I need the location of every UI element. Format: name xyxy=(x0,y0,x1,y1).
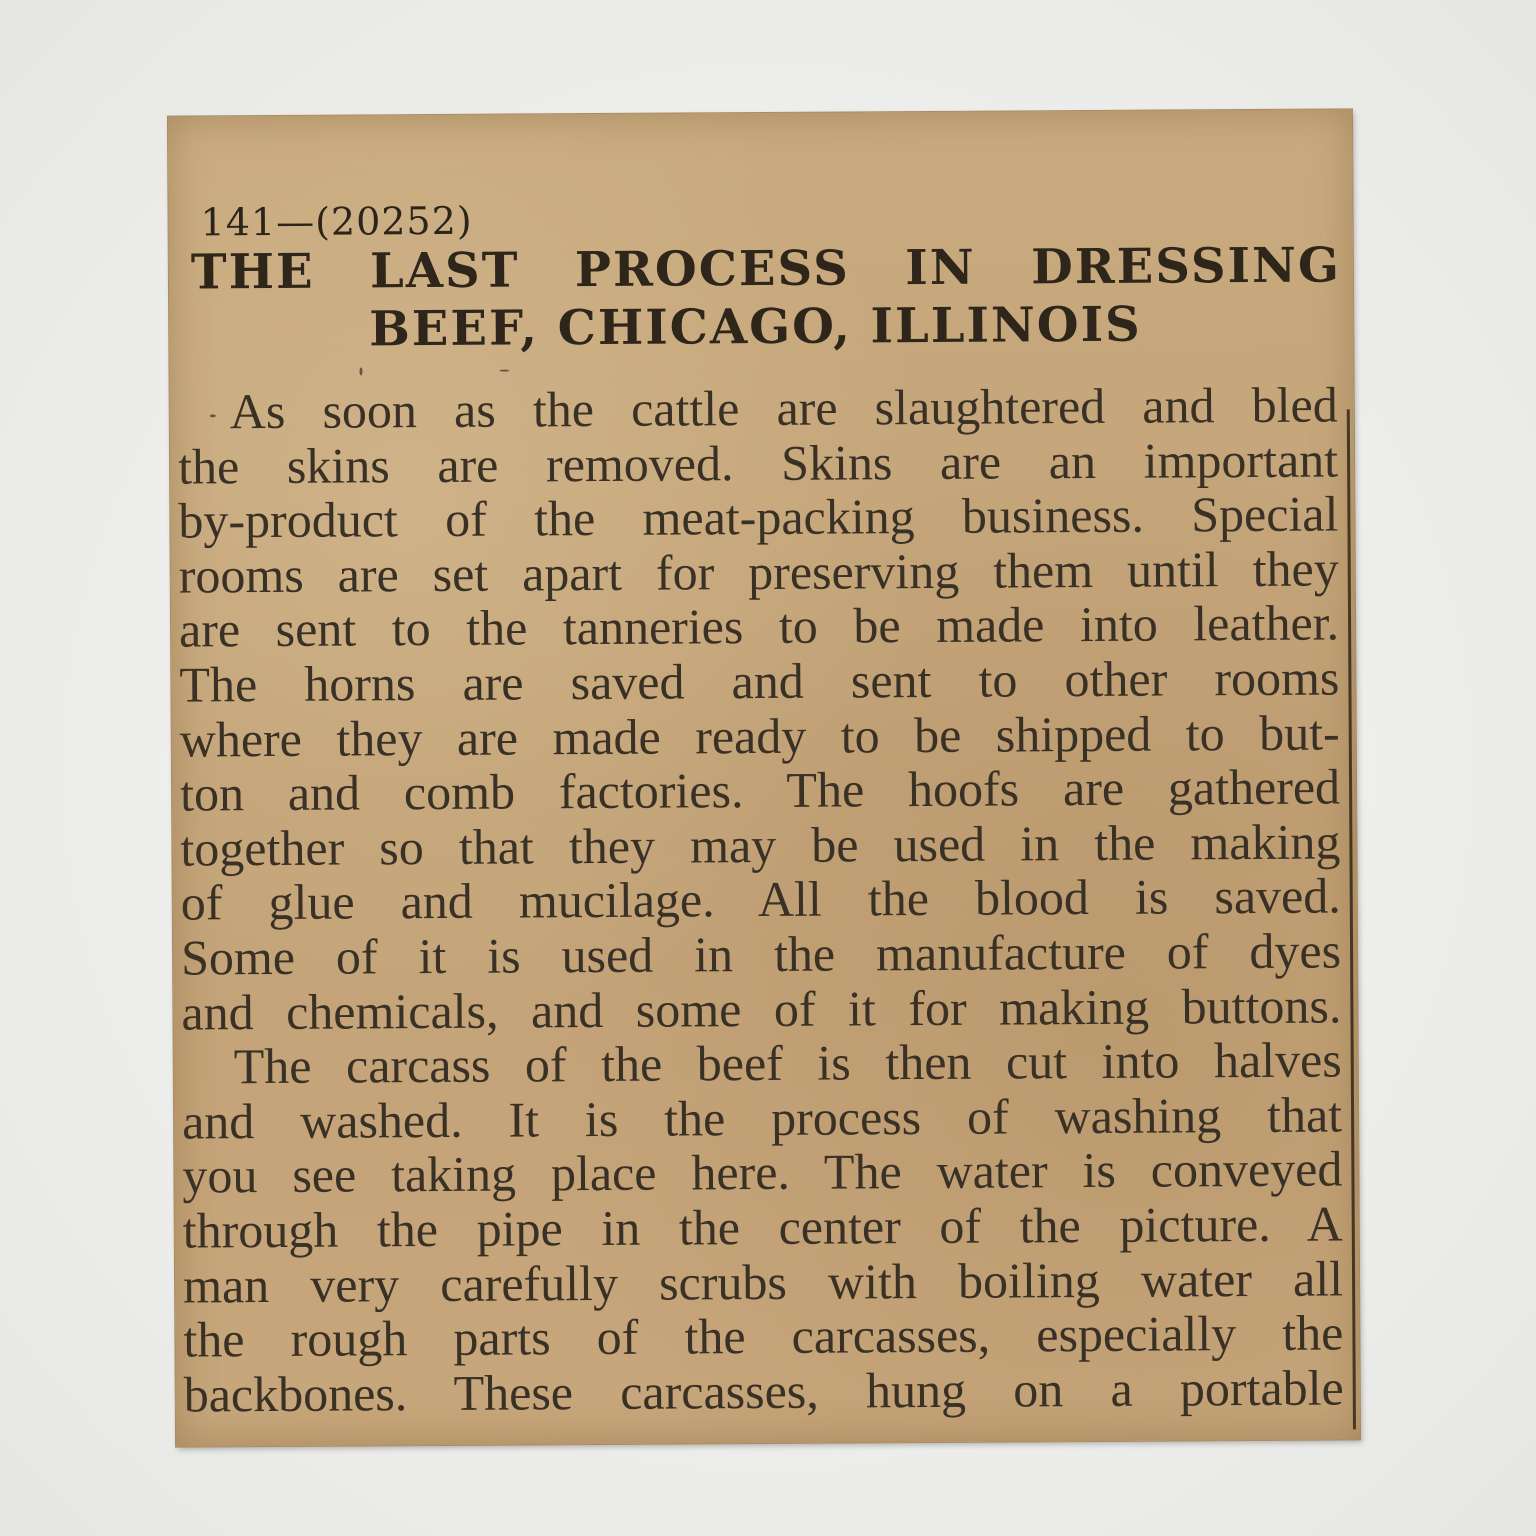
body-line: The horns are saved and sent to other rooms xyxy=(179,649,1340,713)
body-line: by-product of the meat-packing business. Special xyxy=(178,485,1339,549)
body-line: of glue and mucilage. All the blood is saved. xyxy=(180,867,1341,931)
body-line: and chemicals, and some of it for making buttons. xyxy=(181,977,1342,1041)
body-line: man very carefully scrubs with boiling water all xyxy=(182,1249,1344,1314)
card-number: 141—(20252) xyxy=(200,198,473,245)
card-edge-line xyxy=(1347,409,1356,1429)
body-line: The carcass of the beef is then cut into halves xyxy=(233,1031,1342,1095)
title-word: LAST xyxy=(369,242,520,300)
body-line: together so that they may be used in the making xyxy=(180,813,1341,877)
title-line-2: BEEF, CHICAGO, ILLINOIS xyxy=(369,296,1142,358)
title-word: PROCESS xyxy=(574,240,850,299)
ink-speck xyxy=(210,414,216,417)
body-line: through the pipe in the center of the picture. A xyxy=(182,1195,1343,1259)
body-line: rooms are set apart for preserving them until they xyxy=(178,540,1339,604)
body-text xyxy=(178,377,1344,1421)
ink-speck xyxy=(500,370,510,372)
title-line-1 xyxy=(191,237,1341,300)
body-line: are sent to the tanneries to be made into leather. xyxy=(178,594,1340,658)
body-line: you see taking place here. The water is conveyed xyxy=(182,1140,1343,1204)
body-line: the skins are removed. Skins are an important xyxy=(177,431,1339,495)
title-word: IN xyxy=(905,239,976,297)
title-word: DRESSING xyxy=(1030,237,1342,296)
body-line: where they are made ready to be shipped to but- xyxy=(179,704,1340,768)
ink-speck xyxy=(359,367,362,375)
body-line: the rough parts of the carcasses, especially the xyxy=(183,1304,1344,1368)
body-line: backbones. These carcasses, hung on a portable xyxy=(183,1359,1344,1423)
body-line: As soon as the cattle are slaughtered and bled xyxy=(229,376,1338,440)
body-line: and washed. It is the process of washing that xyxy=(181,1086,1343,1150)
body-line: Some of it is used in the manufacture of dyes xyxy=(180,922,1342,986)
body-line: ton and comb factories. The hoofs are gathered xyxy=(179,758,1341,822)
printed-card xyxy=(168,109,1360,1446)
title-word: THE xyxy=(190,243,315,301)
